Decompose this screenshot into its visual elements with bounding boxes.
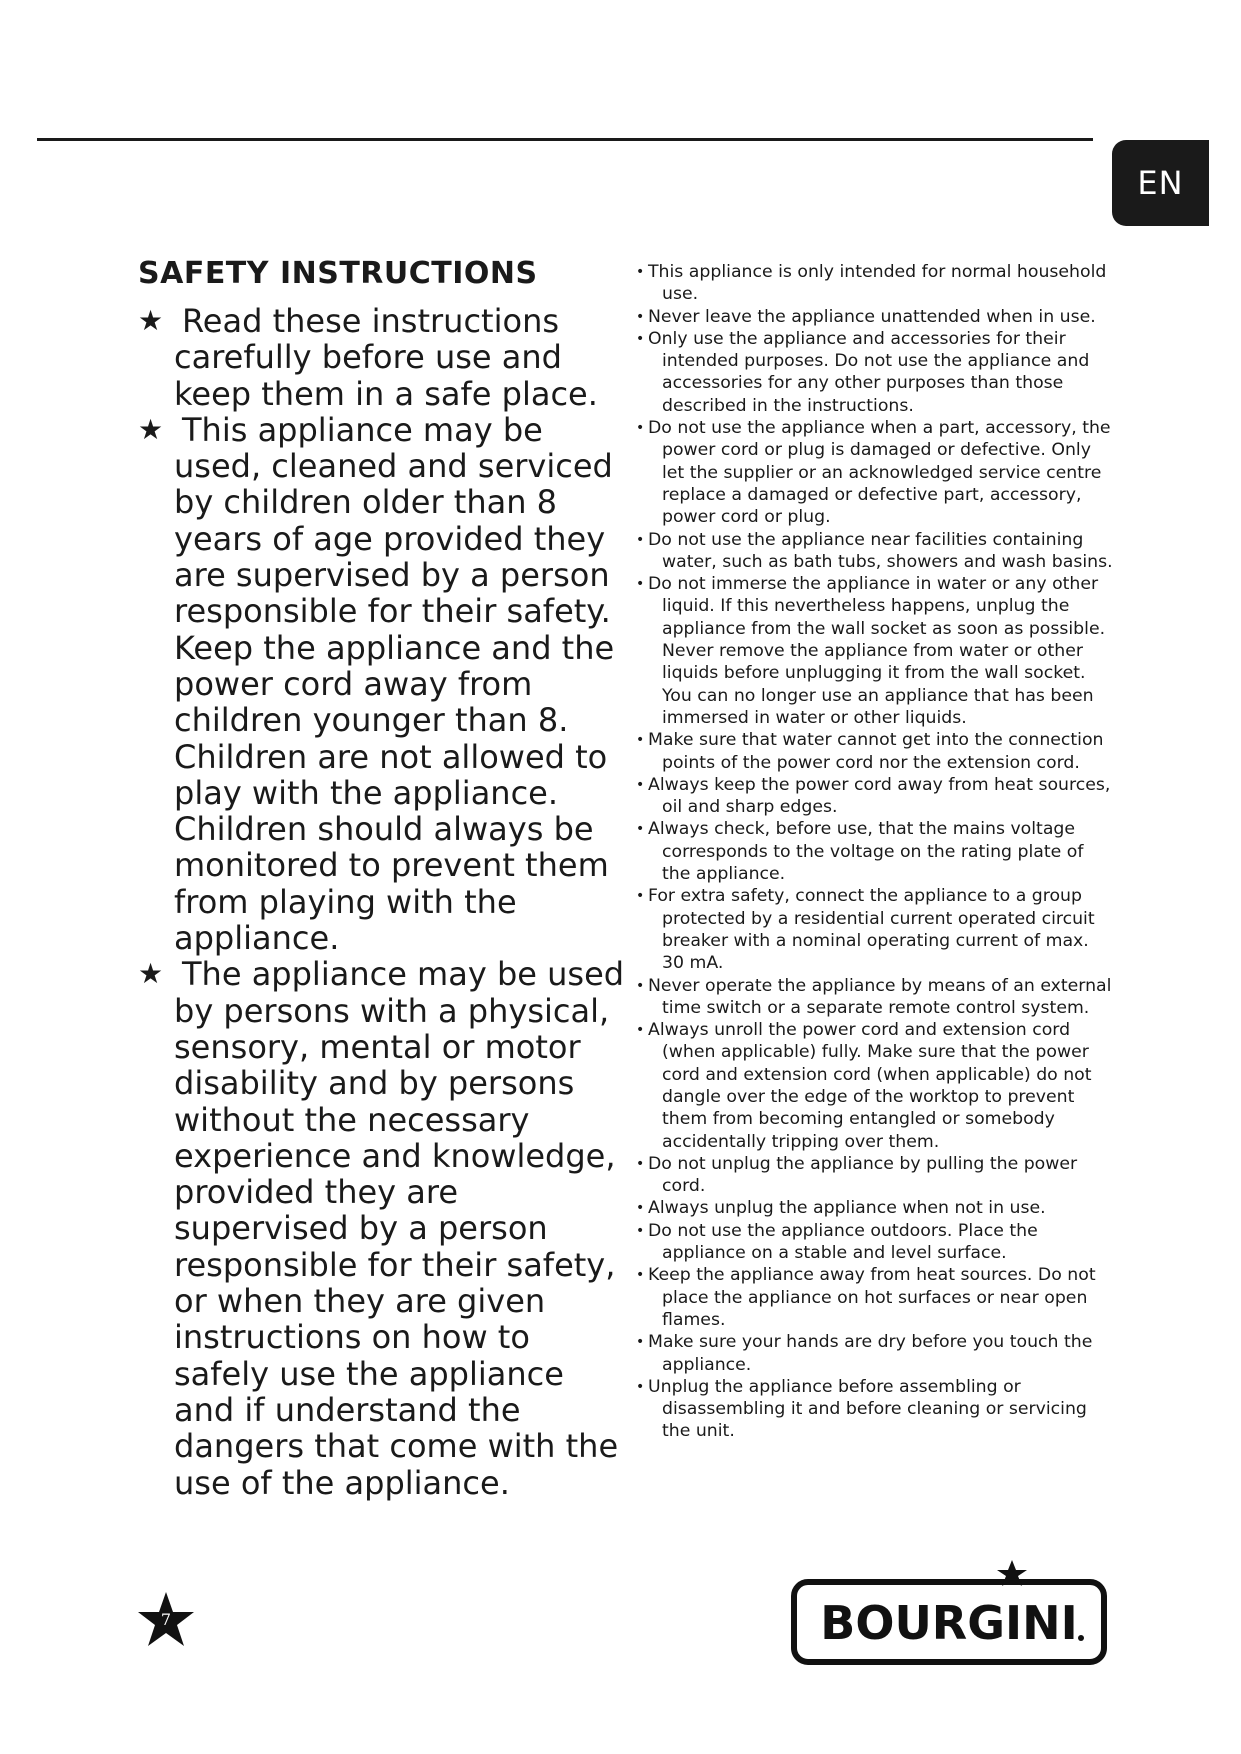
bullet-item <box>636 818 1116 885</box>
bullet-dot-icon: • <box>636 420 645 437</box>
bullet-item <box>636 1331 1116 1376</box>
star-item <box>138 412 628 956</box>
bullet-item-text: Do not use the appliance when a part, accessory, the power cord or plug is damaged or defective. Only let the supplier or an acknowledged service centre replace a damaged or defective part, accessory, power cord or plug. <box>648 418 1111 528</box>
star-item <box>138 956 628 1500</box>
star-bullet-icon: ★ <box>138 957 164 991</box>
bourgini-logo <box>790 1560 1108 1668</box>
bullet-item-text: Never leave the appliance unattended when in use. <box>648 306 1096 327</box>
bullet-dot-icon: • <box>636 1200 645 1217</box>
bullet-item <box>636 1376 1116 1443</box>
star-bullet-icon: ★ <box>138 304 164 337</box>
bullet-item-text: Unplug the appliance before assembling or disassembling it and before cleaning or servicing the unit. <box>648 1376 1087 1442</box>
star-item <box>138 303 628 412</box>
bullet-item <box>636 1197 1116 1219</box>
bullet-item-text: Do not use the appliance outdoors. Place the appliance on a stable and level surface. <box>648 1220 1038 1264</box>
bullet-dot-icon: • <box>636 576 645 593</box>
bullet-dot-icon: • <box>636 1378 645 1395</box>
bullet-item-text: Only use the appliance and accessories for their intended purposes. Do not use the appliance and accessories for any other purposes than those described in the instructions. <box>648 328 1090 416</box>
bullet-item-text: Always unplug the appliance when not in use. <box>648 1198 1046 1219</box>
bullet-item-text: Always check, before use, that the mains voltage corresponds to the voltage on the rating plate of the appliance. <box>648 819 1084 885</box>
bullet-item <box>636 573 1116 729</box>
bullet-item <box>636 975 1116 1020</box>
bullet-item <box>636 306 1116 328</box>
bullet-item <box>636 417 1116 528</box>
bullet-item <box>636 774 1116 819</box>
bullet-item <box>636 1153 1116 1198</box>
star-instruction-list <box>138 303 628 1501</box>
bullet-item <box>636 729 1116 774</box>
brand-wordmark: BOURGINI <box>820 1596 1078 1650</box>
bullet-item-text: Do not immerse the appliance in water or any other liquid. If this nevertheless happens, unplug the appliance from the wall socket as soon as possible. Never remove the appliance from water or other liquids before unplugging it from the wall socket. You can no longer use an appliance that has been immersed in water or other liquids. <box>648 574 1106 728</box>
bullet-dot-icon: • <box>636 1222 645 1239</box>
bullet-item <box>636 885 1116 974</box>
bullet-item-text: Do not use the appliance near facilities containing water, such as bath tubs, showers and wash basins. <box>648 529 1113 572</box>
bullet-dot-icon: • <box>636 888 645 905</box>
bullet-dot-icon: • <box>636 330 645 347</box>
bullet-dot-icon: • <box>636 1267 645 1284</box>
bullet-item-text: Make sure your hands are dry before you touch the appliance. <box>648 1332 1093 1375</box>
bullet-item <box>636 328 1116 417</box>
bullet-dot-icon: • <box>636 308 645 325</box>
bullet-dot-icon: • <box>636 821 645 838</box>
language-tab: EN <box>1112 140 1209 226</box>
bullet-item <box>636 1220 1116 1265</box>
bullet-item-text: Never operate the appliance by means of an external time switch or a separate remote control system. <box>648 975 1112 1018</box>
bullet-item <box>636 1264 1116 1331</box>
bullet-dot-icon: • <box>636 1022 645 1039</box>
star-item-text: Read these instructions carefully before use and keep them in a safe place. <box>174 302 598 413</box>
bullet-item-text: Always keep the power cord away from heat sources, oil and sharp edges. <box>648 774 1111 818</box>
bullet-item-text: Make sure that water cannot get into the connection points of the power cord nor the extension cord. <box>648 730 1104 773</box>
star-bullet-icon: ★ <box>138 412 164 446</box>
bullet-dot-icon: • <box>636 977 645 994</box>
bullet-dot-icon: • <box>636 1155 645 1172</box>
bullet-item-text: Keep the appliance away from heat sources. Do not place the appliance on hot surfaces or near open flames. <box>648 1265 1096 1330</box>
star-item-text: This appliance may be used, cleaned and serviced by children older than 8 years of age provided they are supervised by a person responsible for their safety. Keep the appliance and the power cord away from children younger than 8. Children are not allowed to play with the appliance. Children should always be monitored to prevent them from playing with the appliance. <box>174 410 615 958</box>
bullet-item-text: For extra safety, connect the appliance to a group protected by a residential current operated circuit breaker with a nominal operating current of max. 30 mA. <box>648 886 1095 974</box>
bullet-dot-icon: • <box>636 776 645 793</box>
section-title: SAFETY INSTRUCTIONS <box>138 256 538 291</box>
bullet-item <box>636 1019 1116 1153</box>
bullet-dot-icon: • <box>636 531 645 548</box>
bullet-dot-icon: • <box>636 264 645 280</box>
bullet-item <box>636 529 1116 574</box>
header-rule <box>37 138 1093 141</box>
page-number: 7 <box>160 1610 172 1629</box>
bullet-item-text: Always unroll the power cord and extension cord (when applicable) fully. Make sure that the power cord and extension cord (when applicable) do not dangle over the edge of the worktop to prevent them from becoming entangled or somebody accidentally tripping over them. <box>648 1020 1092 1152</box>
safety-bullet-list <box>636 261 1116 1443</box>
bullet-item-text: Do not unplug the appliance by pulling the power cord. <box>648 1153 1078 1197</box>
bullet-dot-icon: • <box>636 1334 645 1351</box>
bullet-item <box>636 261 1116 306</box>
bullet-item-text: This appliance is only intended for normal household use. <box>648 262 1107 305</box>
bullet-dot-icon: • <box>636 732 645 749</box>
star-item-text: The appliance may be used by persons with a physical, sensory, mental or motor disability and by persons without the necessary experience and knowledge, provided they are supervised by a person responsible for their safety, or when they are given instructions on how to safely use the appliance and if understand the dangers that come with the use of the appliance. <box>174 955 625 1502</box>
